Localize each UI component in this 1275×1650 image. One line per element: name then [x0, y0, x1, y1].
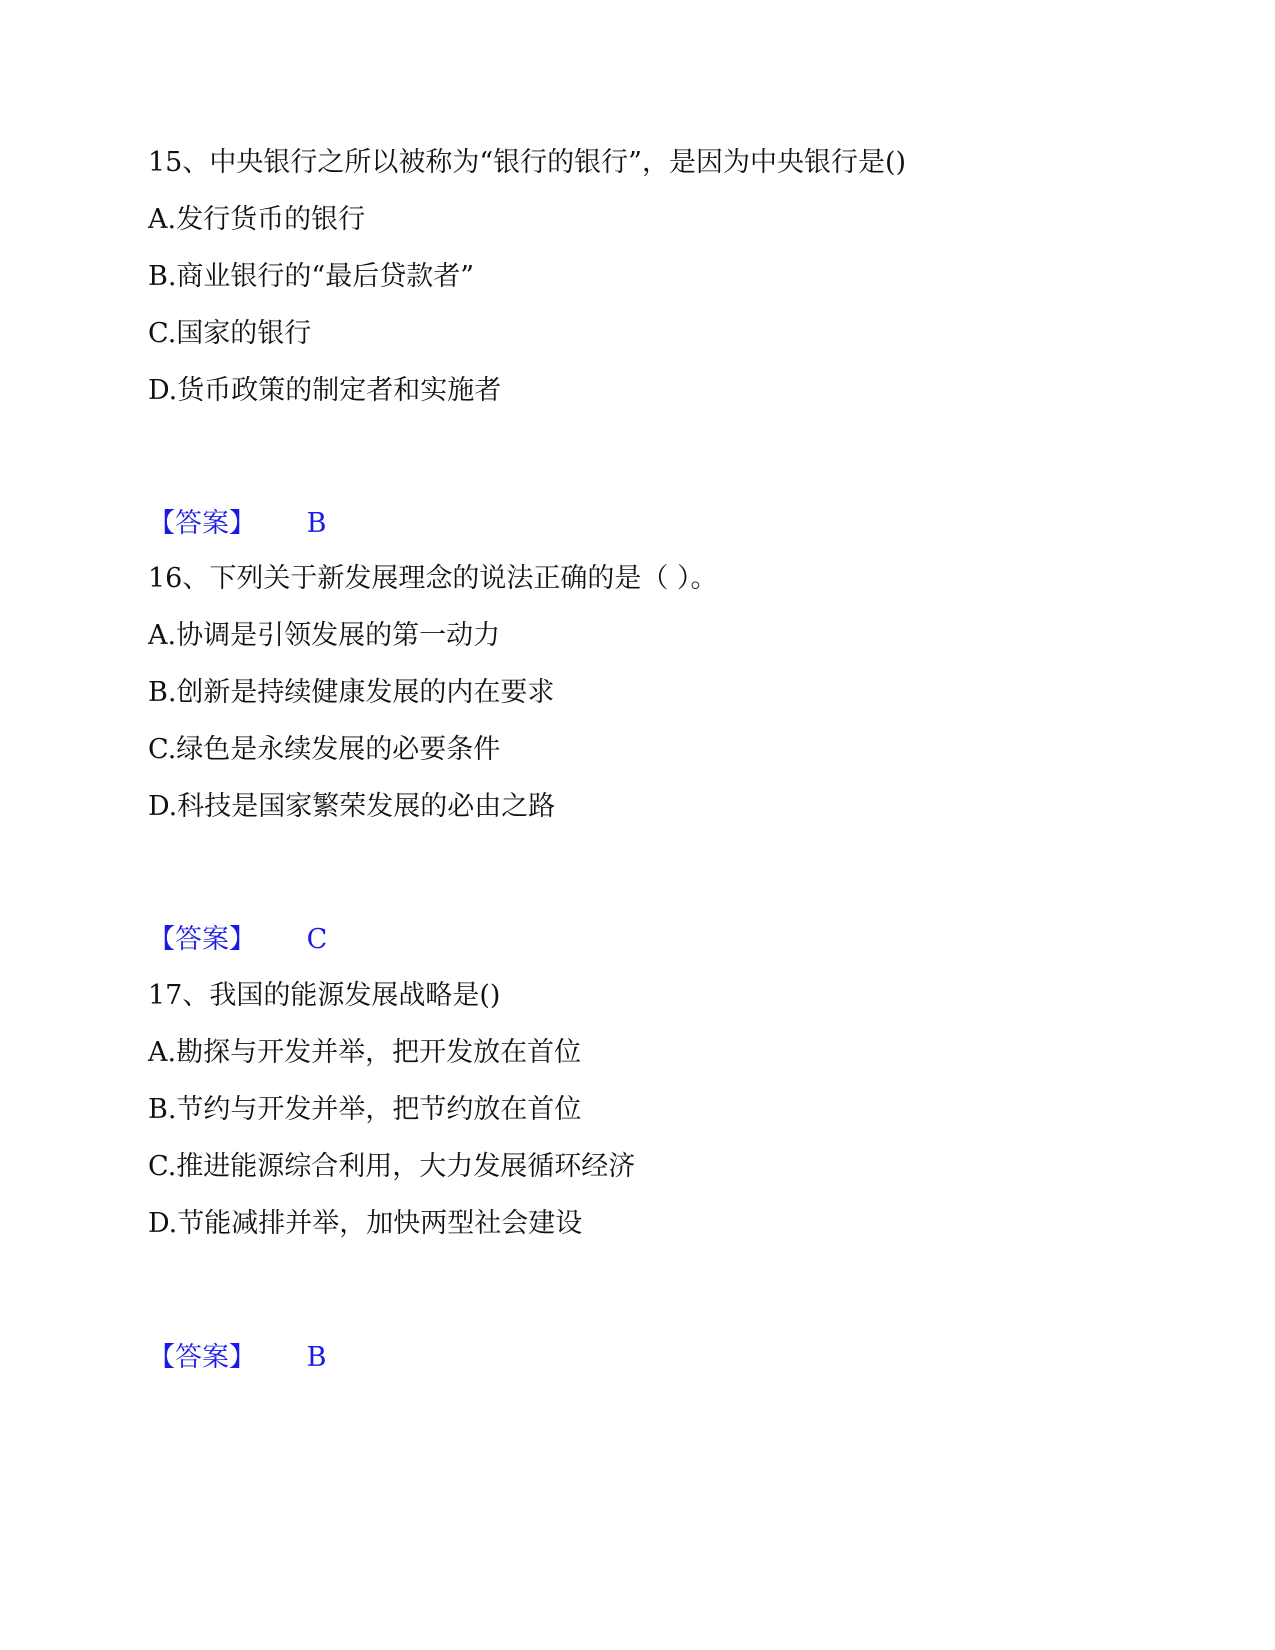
answer-label: 【答案】	[148, 924, 256, 955]
option-a: A.勘探与开发并举，把开发放在首位	[148, 1037, 582, 1068]
option-a: A.发行货币的银行	[148, 204, 366, 235]
option-c: C.国家的银行	[148, 318, 312, 349]
answer-value: B	[306, 1342, 327, 1373]
answer-label: 【答案】	[148, 1342, 256, 1373]
answer-15	[148, 504, 326, 544]
answer-value: B	[306, 508, 327, 539]
option-d: D.货币政策的制定者和实施者	[148, 375, 502, 406]
question-15	[148, 134, 1228, 419]
answer-label: 【答案】	[148, 508, 256, 539]
question-17	[148, 967, 1228, 1252]
option-c: C.推进能源综合利用，大力发展循环经济	[148, 1151, 636, 1182]
question-stem: 15、中央银行之所以被称为“银行的银行”，是因为中央银行是()	[148, 147, 907, 178]
option-c: C.绿色是永续发展的必要条件	[148, 734, 501, 765]
question-stem: 16、下列关于新发展理念的说法正确的是（ ）。	[148, 563, 718, 594]
option-d: D.科技是国家繁荣发展的必由之路	[148, 791, 556, 822]
option-a: A.协调是引领发展的第一动力	[148, 620, 501, 651]
option-b: B.创新是持续健康发展的内在要求	[148, 677, 555, 708]
option-d: D.节能减排并举，加快两型社会建设	[148, 1208, 583, 1239]
option-b: B.商业银行的“最后贷款者”	[148, 261, 475, 292]
answer-16	[148, 920, 327, 960]
question-stem: 17、我国的能源发展战略是()	[148, 980, 501, 1011]
answer-value: C	[306, 924, 328, 955]
question-16	[148, 550, 1228, 835]
answer-17	[148, 1338, 326, 1378]
option-b: B.节约与开发并举，把节约放在首位	[148, 1094, 582, 1125]
